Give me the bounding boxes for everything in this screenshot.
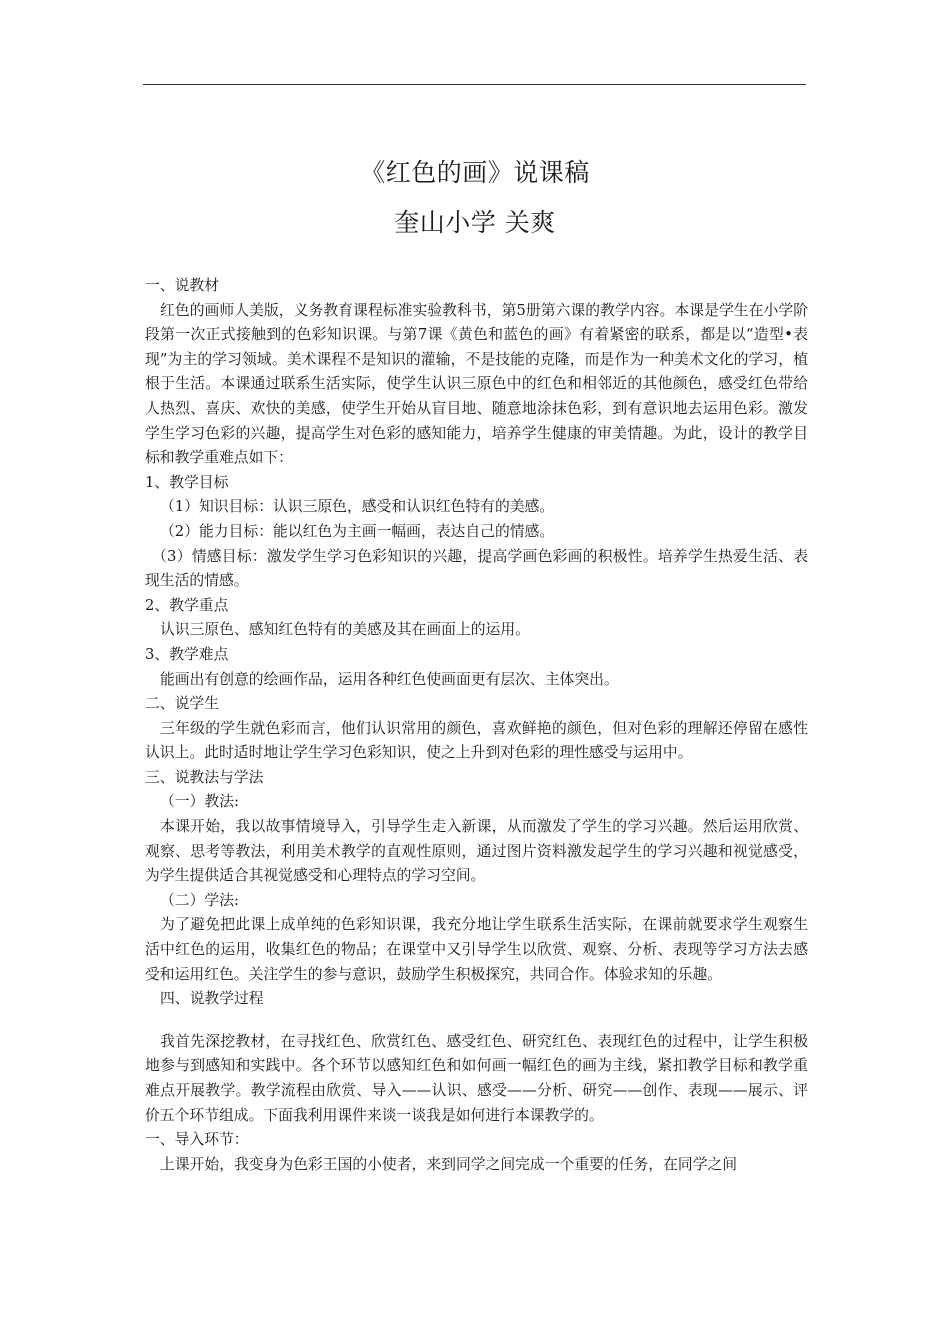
subheading-goals: 1、教学目标 xyxy=(145,473,229,491)
subheading-learning-method: （二）学法: xyxy=(160,891,239,909)
subheading-teaching-method: （一）教法: xyxy=(160,793,239,811)
goal-knowledge: （1）知识目标：认识三原色，感受和认识红色特有的美感。 xyxy=(160,498,555,516)
subheading-introduction: 一、导入环节： xyxy=(145,1131,249,1149)
paragraph-process: 我首先深挖教材，在寻找红色、欣赏红色、感受红色、研究红色、表现红色的过程中，让学生积极地参与到感知和实践中。各个环节以感知红色和如何画一幅红色的画为主线，紧扣教学目标和教学重难点开展教学。教学流程由欣赏、导入——认识、感受——分析、研究——创作、表现——展示、评价五个环节组成。下面我利用课件来谈一谈我是如何进行本课教学的。 xyxy=(145,1032,808,1124)
document-body xyxy=(145,274,808,1177)
section-heading-textbook: 一、说教材 xyxy=(145,277,219,294)
section-heading-students: 二、说学生 xyxy=(145,695,219,713)
header-rule xyxy=(143,84,806,85)
paragraph-textbook: 红色的画师人美版，义务教育课程标准实验教科书，第5册第六课的教学内容。本课是学生在小学阶段第一次正式接触到的色彩知识课。与第7课《黄色和蓝色的画》有着紧密的联系，都是以“造型•表现”为主的学习领域。美术课程不是知识的灌输，不是技能的克隆，而是作为一种美术文化的学习，植根于生活。本课通过联系生活实际，使学生认识三原色中的红色和相邻近的其他颜色，感受红色带给人热烈、喜庆、欢快的美感，使学生开始从盲目地、随意地涂抹色彩，到有意识地去运用色彩。激发学生学习色彩的兴趣，提高学生对色彩的感知能力，培养学生健康的审美情趣。为此，设计的教学目标和教学重难点如下： xyxy=(145,301,808,467)
goal-ability: （2）能力目标：能以红色为主画一幅画，表达自己的情感。 xyxy=(160,522,555,540)
goal-emotion: （3）情感目标：激发学生学习色彩知识的兴趣，提高学画色彩画的积极性。培养学生热爱生活、表现生活的情感。 xyxy=(145,547,808,590)
section-heading-process: 四、说教学过程 xyxy=(160,990,264,1008)
paragraph-learning-method: 为了避免把此课上成单纯的色彩知识课，我充分地让学生联系生活实际，在课前就要求学生观察生活中红色的运用，收集红色的物品；在课堂中又引导学生以欣赏、观察、分析、表现等学习方法去感受和运用红色。关注学生的参与意识，鼓励学生积极探究，共同合作。体验求知的乐趣。 xyxy=(145,916,808,983)
paragraph-students: 三年级的学生就色彩而言，他们认识常用的颜色，喜欢鲜艳的颜色，但对色彩的理解还停留在感性认识上。此时适时地让学生学习色彩知识，使之上升到对色彩的理性感受与运用中。 xyxy=(145,719,808,762)
key-points-text: 认识三原色、感知红色特有的美感及其在画面上的运用。 xyxy=(160,621,530,639)
document-author: 奎山小学 关爽 xyxy=(394,208,556,237)
paragraph-teaching-method: 本课开始，我以故事情境导入，引导学生走入新课，从而激发了学生的学习兴趣。然后运用欣赏、观察、思考等教法，利用美术教学的直观性原则，通过图片资料激发起学生的学习兴趣和视觉感受，为学生提供适合其视觉感受和心理特点的学习空间。 xyxy=(145,818,808,885)
section-heading-methods: 三、说教法与学法 xyxy=(145,768,264,786)
subheading-difficulties: 3、教学难点 xyxy=(145,645,229,663)
difficulties-text: 能画出有创意的绘画作品，运用各种红色使画面更有层次、主体突出。 xyxy=(160,670,619,688)
subheading-key-points: 2、教学重点 xyxy=(145,596,229,614)
paragraph-introduction: 上课开始，我变身为色彩王国的小使者，来到同学之间完成一个重要的任务，在同学之间 xyxy=(160,1155,738,1173)
document-title: 《红色的画》说课稿 xyxy=(360,158,590,187)
